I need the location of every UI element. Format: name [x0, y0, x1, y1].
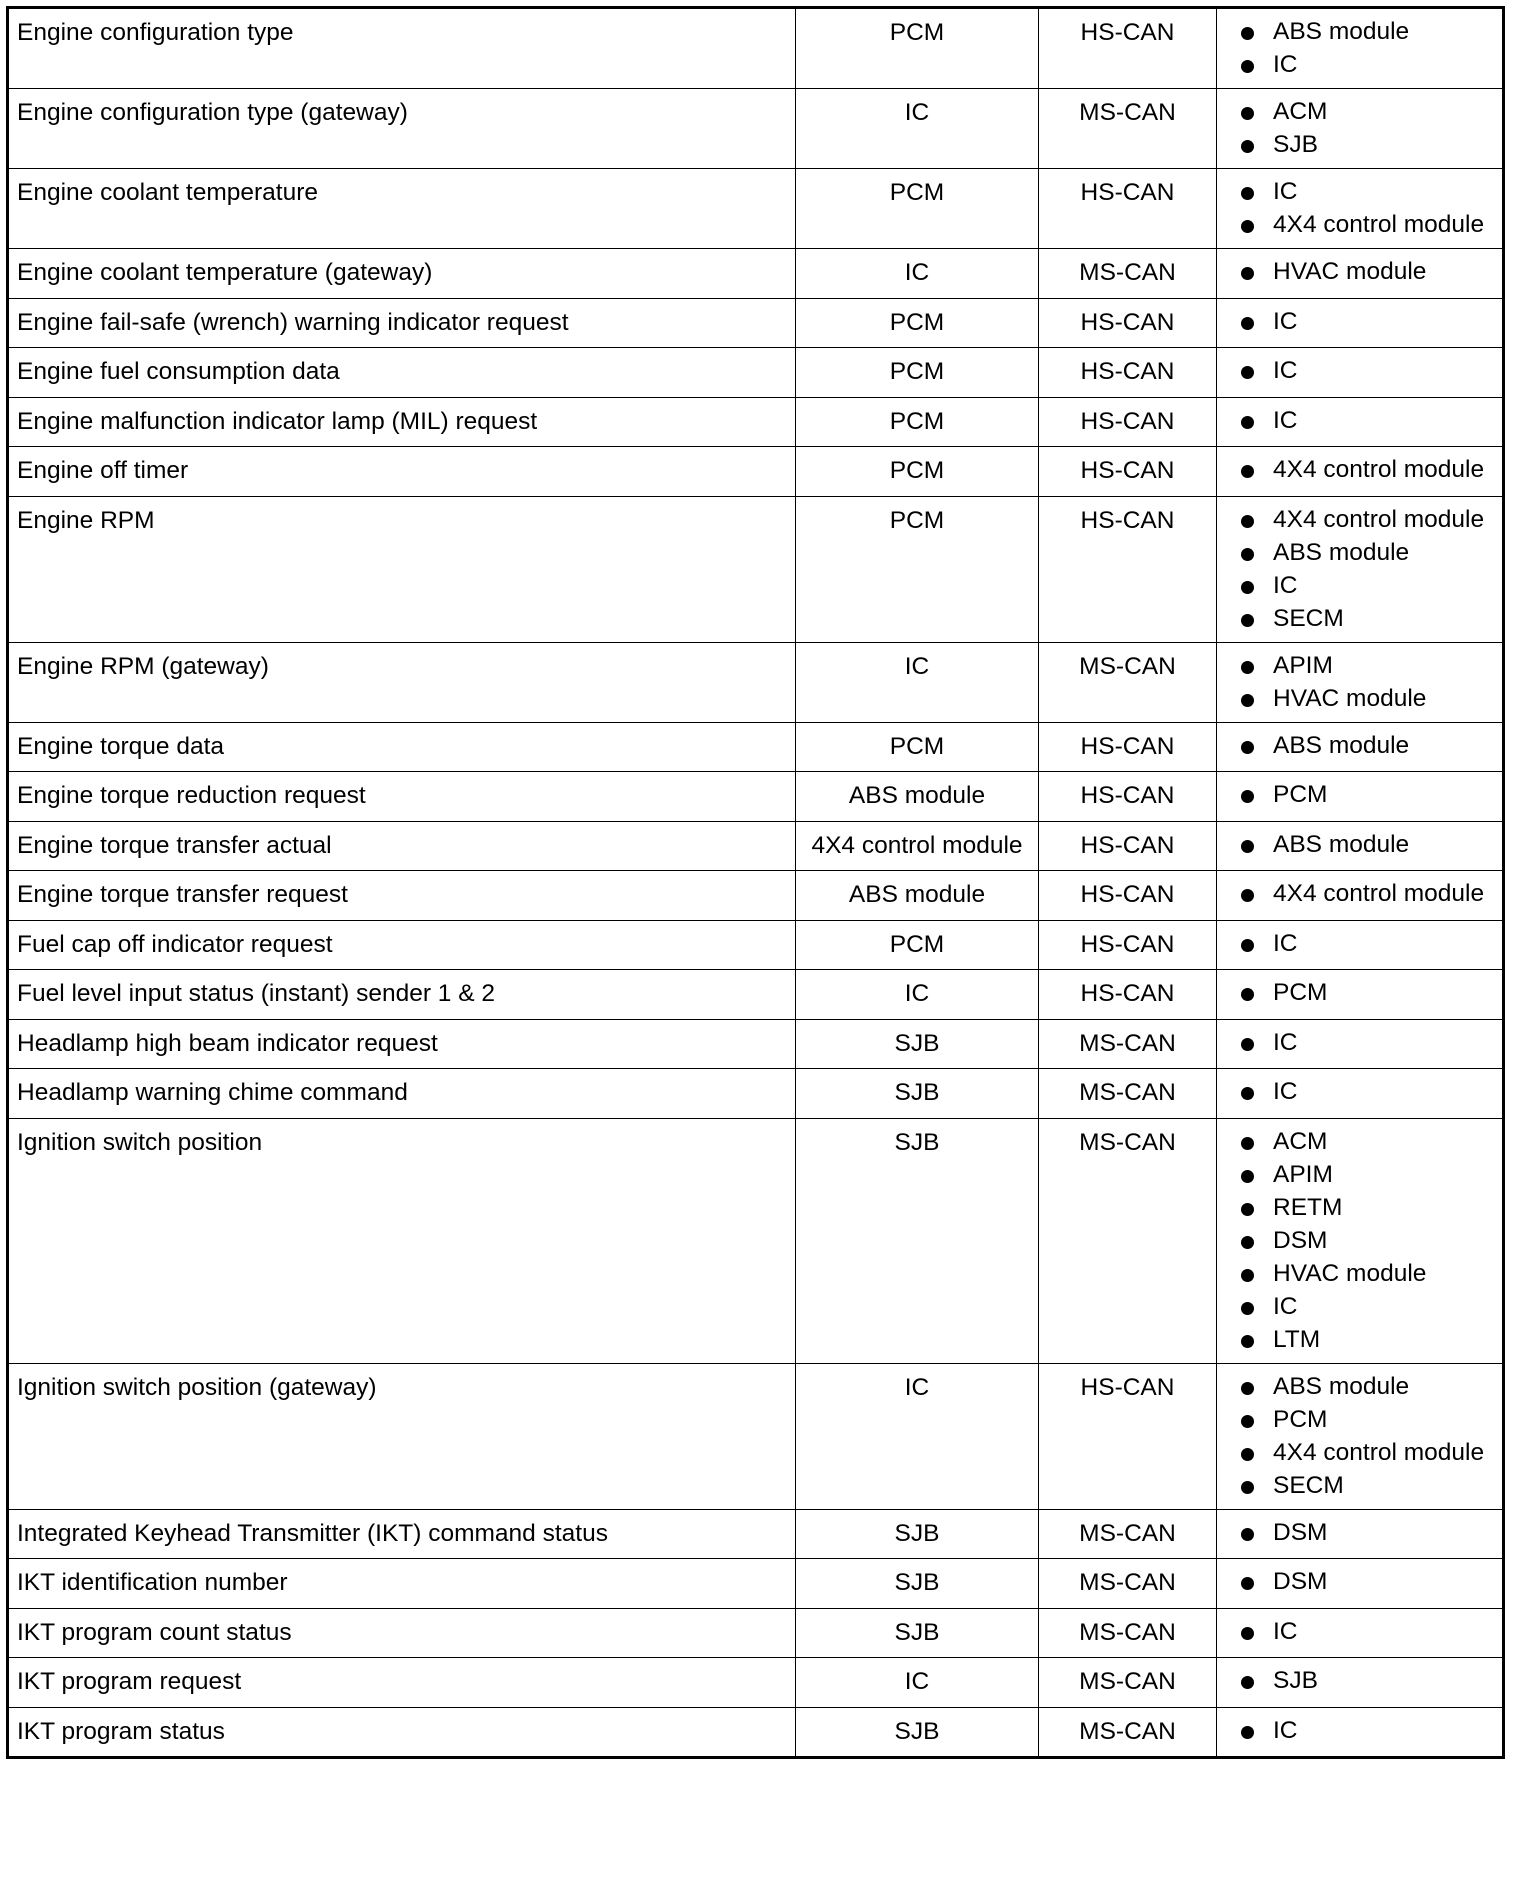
receiver-label: IC: [1273, 1716, 1298, 1744]
receivers-cell: [1217, 642, 1504, 722]
bullet-icon: [1241, 366, 1254, 379]
receivers-cell: [1217, 496, 1504, 642]
receiver-item: [1233, 50, 1498, 80]
originator-cell: SJB: [796, 1019, 1039, 1069]
bullet-icon: [1241, 187, 1254, 200]
network-cell: HS-CAN: [1039, 298, 1217, 348]
table-row: [8, 169, 1504, 249]
message-cell: Engine coolant temperature: [8, 169, 796, 249]
bullet-icon: [1241, 548, 1254, 561]
receiver-list: [1233, 1567, 1498, 1597]
receiver-item: [1233, 1160, 1498, 1190]
network-cell: HS-CAN: [1039, 920, 1217, 970]
bullet-icon: [1241, 581, 1254, 594]
originator-cell: SJB: [796, 1069, 1039, 1119]
receiver-label: APIM: [1273, 651, 1333, 679]
bullet-icon: [1241, 1302, 1254, 1315]
originator-cell: IC: [796, 1658, 1039, 1708]
receiver-label: IC: [1273, 1078, 1298, 1105]
receiver-label: 4X4 control module: [1273, 211, 1485, 238]
network-message-table: [6, 6, 1505, 1759]
receivers-cell: [1217, 298, 1504, 348]
receiver-label: APIM: [1273, 1160, 1333, 1188]
receivers-cell: [1217, 970, 1504, 1020]
message-cell: Engine torque transfer actual: [8, 821, 796, 871]
network-cell: HS-CAN: [1039, 821, 1217, 871]
table-row: [8, 871, 1504, 921]
network-cell: HS-CAN: [1039, 1363, 1217, 1509]
receiver-item: [1233, 1438, 1498, 1468]
receiver-list: [1233, 1518, 1498, 1548]
receiver-item: [1233, 1077, 1498, 1107]
originator-cell: ABS module: [796, 871, 1039, 921]
originator-cell: IC: [796, 970, 1039, 1020]
message-cell: Engine torque reduction request: [8, 772, 796, 822]
receiver-label: IC: [1273, 51, 1298, 78]
network-cell: HS-CAN: [1039, 871, 1217, 921]
bullet-icon: [1241, 694, 1254, 707]
receivers-cell: [1217, 920, 1504, 970]
receiver-label: PCM: [1273, 1405, 1328, 1433]
receiver-label: SJB: [1273, 1667, 1318, 1694]
table-row: [8, 722, 1504, 772]
network-cell: HS-CAN: [1039, 397, 1217, 447]
receiver-label: IC: [1273, 1292, 1298, 1320]
network-cell: MS-CAN: [1039, 1658, 1217, 1708]
receiver-item: [1233, 830, 1498, 860]
receiver-list: [1233, 455, 1498, 485]
table-row: [8, 8, 1504, 89]
network-cell: MS-CAN: [1039, 89, 1217, 169]
network-cell: MS-CAN: [1039, 1707, 1217, 1758]
receivers-cell: [1217, 169, 1504, 249]
receiver-item: [1233, 780, 1498, 810]
receiver-list: [1233, 1028, 1498, 1058]
receiver-item: [1233, 505, 1498, 535]
receiver-item: [1233, 604, 1498, 634]
receiver-label: 4X4 control module: [1273, 880, 1485, 907]
message-cell: IKT program status: [8, 1707, 796, 1758]
bullet-icon: [1241, 140, 1254, 153]
bullet-icon: [1241, 741, 1254, 754]
receivers-cell: [1217, 772, 1504, 822]
bullet-icon: [1241, 1137, 1254, 1150]
bullet-icon: [1241, 614, 1254, 627]
receiver-list: [1233, 731, 1498, 761]
receiver-item: [1233, 1405, 1498, 1435]
bullet-icon: [1241, 661, 1254, 674]
network-cell: HS-CAN: [1039, 348, 1217, 398]
originator-cell: PCM: [796, 348, 1039, 398]
table-row: [8, 1658, 1504, 1708]
receiver-item: [1233, 455, 1498, 485]
receiver-label: IC: [1273, 929, 1298, 957]
originator-cell: IC: [796, 89, 1039, 169]
bullet-icon: [1241, 939, 1254, 952]
table-row: [8, 298, 1504, 348]
originator-cell: 4X4 control module: [796, 821, 1039, 871]
table-row: [8, 1363, 1504, 1509]
bullet-icon: [1241, 515, 1254, 528]
originator-cell: PCM: [796, 920, 1039, 970]
table-row: [8, 1707, 1504, 1758]
receivers-cell: [1217, 1019, 1504, 1069]
network-cell: MS-CAN: [1039, 642, 1217, 722]
bullet-icon: [1241, 267, 1254, 280]
message-cell: IKT program request: [8, 1658, 796, 1708]
network-cell: MS-CAN: [1039, 1509, 1217, 1559]
receiver-label: SECM: [1273, 604, 1344, 632]
receiver-label: IC: [1273, 307, 1298, 335]
message-cell: Headlamp high beam indicator request: [8, 1019, 796, 1069]
receiver-item: [1233, 210, 1498, 240]
receiver-label: ABS module: [1273, 731, 1410, 759]
receiver-label: ABS module: [1273, 538, 1410, 566]
table-row: [8, 970, 1504, 1020]
message-cell: IKT program count status: [8, 1608, 796, 1658]
receiver-item: [1233, 684, 1498, 714]
receiver-item: [1233, 1292, 1498, 1322]
table-row: [8, 1608, 1504, 1658]
receiver-list: [1233, 780, 1498, 810]
receiver-label: IC: [1273, 571, 1298, 599]
bullet-icon: [1241, 790, 1254, 803]
message-cell: Engine fail-safe (wrench) warning indicator request: [8, 298, 796, 348]
receiver-label: HVAC module: [1273, 258, 1427, 285]
receiver-item: [1233, 1567, 1498, 1597]
bullet-icon: [1241, 1676, 1254, 1689]
receiver-list: [1233, 177, 1498, 240]
receiver-item: [1233, 1617, 1498, 1647]
bullet-icon: [1241, 988, 1254, 1001]
receiver-list: [1233, 830, 1498, 860]
table-row: [8, 447, 1504, 497]
message-cell: Engine coolant temperature (gateway): [8, 249, 796, 299]
bullet-icon: [1241, 1627, 1254, 1640]
message-cell: Engine torque transfer request: [8, 871, 796, 921]
originator-cell: PCM: [796, 397, 1039, 447]
table-row: [8, 1019, 1504, 1069]
receiver-item: [1233, 1259, 1498, 1289]
receiver-item: [1233, 978, 1498, 1008]
receiver-item: [1233, 406, 1498, 436]
originator-cell: PCM: [796, 496, 1039, 642]
message-cell: Fuel cap off indicator request: [8, 920, 796, 970]
receiver-label: DSM: [1273, 1518, 1328, 1546]
message-cell: Engine configuration type: [8, 8, 796, 89]
originator-cell: SJB: [796, 1608, 1039, 1658]
receiver-label: ABS module: [1273, 1372, 1410, 1400]
receiver-list: [1233, 307, 1498, 337]
table-row: [8, 1069, 1504, 1119]
message-cell: Ignition switch position (gateway): [8, 1363, 796, 1509]
receiver-item: [1233, 1666, 1498, 1696]
network-cell: MS-CAN: [1039, 1608, 1217, 1658]
bullet-icon: [1241, 465, 1254, 478]
message-cell: Engine off timer: [8, 447, 796, 497]
receiver-label: IC: [1273, 357, 1298, 384]
receiver-item: [1233, 307, 1498, 337]
message-cell: Engine RPM (gateway): [8, 642, 796, 722]
message-cell: Engine configuration type (gateway): [8, 89, 796, 169]
table-row: [8, 348, 1504, 398]
receiver-item: [1233, 1372, 1498, 1402]
bullet-icon: [1241, 317, 1254, 330]
receiver-label: IC: [1273, 406, 1298, 434]
originator-cell: SJB: [796, 1707, 1039, 1758]
bullet-icon: [1241, 1415, 1254, 1428]
receiver-item: [1233, 879, 1498, 909]
receiver-item: [1233, 571, 1498, 601]
bullet-icon: [1241, 1203, 1254, 1216]
bullet-icon: [1241, 1087, 1254, 1100]
receiver-list: [1233, 929, 1498, 959]
receivers-cell: [1217, 8, 1504, 89]
bullet-icon: [1241, 1382, 1254, 1395]
receiver-label: 4X4 control module: [1273, 505, 1485, 533]
message-cell: Integrated Keyhead Transmitter (IKT) command status: [8, 1509, 796, 1559]
receiver-item: [1233, 1193, 1498, 1223]
receivers-cell: [1217, 1658, 1504, 1708]
receiver-label: ACM: [1273, 1127, 1328, 1155]
table-row: [8, 249, 1504, 299]
receiver-list: [1233, 1716, 1498, 1746]
originator-cell: PCM: [796, 8, 1039, 89]
table-row: [8, 397, 1504, 447]
receiver-item: [1233, 17, 1498, 47]
message-cell: Fuel level input status (instant) sender 1 & 2: [8, 970, 796, 1020]
receiver-list: [1233, 505, 1498, 634]
receivers-cell: [1217, 1069, 1504, 1119]
originator-cell: PCM: [796, 722, 1039, 772]
originator-cell: PCM: [796, 447, 1039, 497]
receiver-label: IC: [1273, 1617, 1298, 1645]
message-cell: Engine fuel consumption data: [8, 348, 796, 398]
receiver-list: [1233, 17, 1498, 80]
message-cell: Headlamp warning chime command: [8, 1069, 796, 1119]
network-cell: MS-CAN: [1039, 1118, 1217, 1363]
receiver-label: DSM: [1273, 1568, 1328, 1595]
receiver-label: SECM: [1273, 1471, 1344, 1499]
originator-cell: SJB: [796, 1559, 1039, 1609]
receiver-label: ACM: [1273, 98, 1328, 125]
receiver-list: [1233, 1127, 1498, 1355]
receiver-list: [1233, 1372, 1498, 1501]
originator-cell: SJB: [796, 1118, 1039, 1363]
receivers-cell: [1217, 1509, 1504, 1559]
receivers-cell: [1217, 1363, 1504, 1509]
receiver-item: [1233, 1226, 1498, 1256]
bullet-icon: [1241, 1726, 1254, 1739]
receiver-item: [1233, 1518, 1498, 1548]
table-row: [8, 920, 1504, 970]
bullet-icon: [1241, 840, 1254, 853]
bullet-icon: [1241, 27, 1254, 40]
message-cell: Ignition switch position: [8, 1118, 796, 1363]
receiver-label: RETM: [1273, 1193, 1343, 1221]
receiver-item: [1233, 257, 1498, 287]
receiver-item: [1233, 1127, 1498, 1157]
network-cell: HS-CAN: [1039, 447, 1217, 497]
bullet-icon: [1241, 1170, 1254, 1183]
receiver-item: [1233, 1471, 1498, 1501]
originator-cell: IC: [796, 1363, 1039, 1509]
receiver-label: SJB: [1273, 131, 1318, 158]
originator-cell: PCM: [796, 298, 1039, 348]
originator-cell: IC: [796, 642, 1039, 722]
receiver-item: [1233, 651, 1498, 681]
receiver-list: [1233, 257, 1498, 287]
message-cell: Engine torque data: [8, 722, 796, 772]
bullet-icon: [1241, 416, 1254, 429]
network-cell: HS-CAN: [1039, 970, 1217, 1020]
receiver-label: 4X4 control module: [1273, 1438, 1485, 1466]
network-cell: HS-CAN: [1039, 496, 1217, 642]
receiver-item: [1233, 177, 1498, 207]
receiver-list: [1233, 879, 1498, 909]
receiver-label: PCM: [1273, 781, 1328, 808]
bullet-icon: [1241, 60, 1254, 73]
receivers-cell: [1217, 1118, 1504, 1363]
receivers-cell: [1217, 871, 1504, 921]
receiver-item: [1233, 731, 1498, 761]
receiver-list: [1233, 651, 1498, 714]
bullet-icon: [1241, 889, 1254, 902]
table-row: [8, 496, 1504, 642]
bullet-icon: [1241, 1577, 1254, 1590]
network-cell: HS-CAN: [1039, 8, 1217, 89]
bullet-icon: [1241, 1528, 1254, 1541]
receiver-label: HVAC module: [1273, 684, 1427, 712]
receivers-cell: [1217, 348, 1504, 398]
receiver-item: [1233, 97, 1498, 127]
network-cell: HS-CAN: [1039, 722, 1217, 772]
originator-cell: IC: [796, 249, 1039, 299]
bullet-icon: [1241, 107, 1254, 120]
bullet-icon: [1241, 1236, 1254, 1249]
table-row: [8, 772, 1504, 822]
originator-cell: SJB: [796, 1509, 1039, 1559]
receiver-list: [1233, 1666, 1498, 1696]
table-row: [8, 821, 1504, 871]
bullet-icon: [1241, 1335, 1254, 1348]
network-cell: MS-CAN: [1039, 1019, 1217, 1069]
receiver-label: DSM: [1273, 1226, 1328, 1254]
bullet-icon: [1241, 1481, 1254, 1494]
network-cell: MS-CAN: [1039, 1069, 1217, 1119]
receiver-label: ABS module: [1273, 18, 1410, 45]
receiver-label: IC: [1273, 1028, 1298, 1056]
network-cell: HS-CAN: [1039, 169, 1217, 249]
receiver-list: [1233, 1077, 1498, 1107]
table-row: [8, 1118, 1504, 1363]
message-cell: IKT identification number: [8, 1559, 796, 1609]
receiver-label: PCM: [1273, 979, 1328, 1006]
table-row: [8, 89, 1504, 169]
receivers-cell: [1217, 89, 1504, 169]
receivers-cell: [1217, 1559, 1504, 1609]
message-cell: Engine malfunction indicator lamp (MIL) request: [8, 397, 796, 447]
table-row: [8, 1559, 1504, 1609]
receiver-item: [1233, 1716, 1498, 1746]
receivers-cell: [1217, 397, 1504, 447]
table-row: [8, 642, 1504, 722]
receivers-cell: [1217, 249, 1504, 299]
originator-cell: PCM: [796, 169, 1039, 249]
bullet-icon: [1241, 1448, 1254, 1461]
receiver-item: [1233, 130, 1498, 160]
receiver-item: [1233, 1028, 1498, 1058]
bullet-icon: [1241, 1038, 1254, 1051]
receiver-list: [1233, 978, 1498, 1008]
receivers-cell: [1217, 821, 1504, 871]
network-cell: MS-CAN: [1039, 249, 1217, 299]
receiver-item: [1233, 538, 1498, 568]
bullet-icon: [1241, 1269, 1254, 1282]
receiver-list: [1233, 356, 1498, 386]
network-cell: HS-CAN: [1039, 772, 1217, 822]
receiver-label: IC: [1273, 178, 1298, 205]
receiver-list: [1233, 1617, 1498, 1647]
receiver-item: [1233, 929, 1498, 959]
receiver-label: HVAC module: [1273, 1259, 1427, 1287]
message-cell: Engine RPM: [8, 496, 796, 642]
table-body: [8, 8, 1504, 1758]
receiver-list: [1233, 406, 1498, 436]
table-row: [8, 1509, 1504, 1559]
receivers-cell: [1217, 1608, 1504, 1658]
network-cell: MS-CAN: [1039, 1559, 1217, 1609]
receiver-label: ABS module: [1273, 830, 1410, 858]
originator-cell: ABS module: [796, 772, 1039, 822]
receiver-item: [1233, 1325, 1498, 1355]
receivers-cell: [1217, 447, 1504, 497]
receivers-cell: [1217, 722, 1504, 772]
receiver-item: [1233, 356, 1498, 386]
receiver-label: LTM: [1273, 1325, 1321, 1353]
receiver-list: [1233, 97, 1498, 160]
receiver-label: 4X4 control module: [1273, 456, 1485, 483]
receivers-cell: [1217, 1707, 1504, 1758]
bullet-icon: [1241, 220, 1254, 233]
